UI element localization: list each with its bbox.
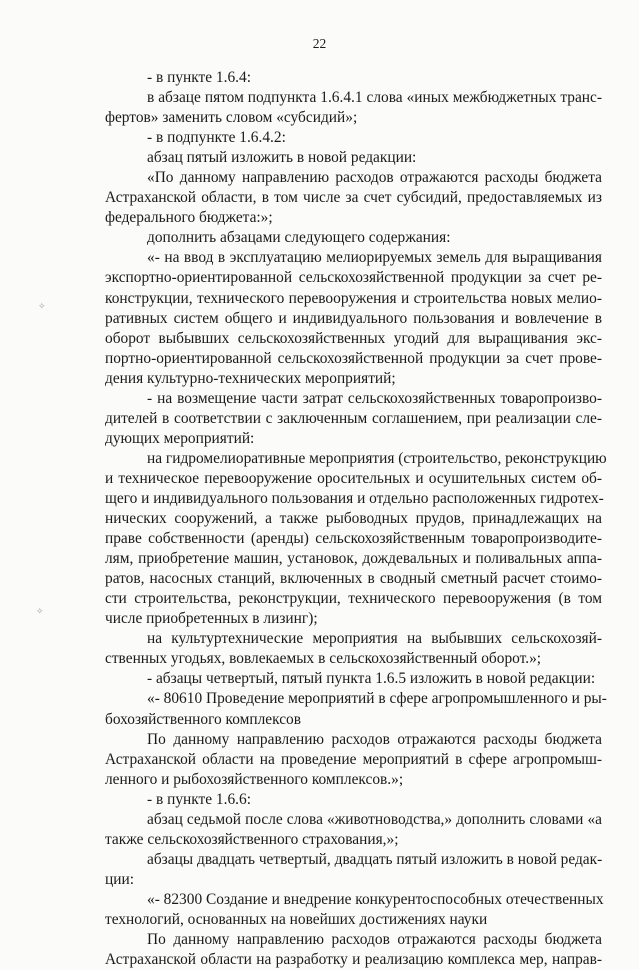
- text-line: фертов» заменить словом «субсидий»;: [105, 109, 358, 127]
- text-line: технологий, основанных на новейших достижениях науки: [105, 910, 488, 928]
- text-line: - в пункте 1.6.6:: [147, 790, 251, 808]
- text-line: абзац пятый изложить в новой редакции:: [147, 149, 417, 167]
- text-line: По данному направлению расходов отражаются расходы бюджета: [147, 931, 602, 949]
- text-line: числе приобретенных в лизинг);: [105, 610, 318, 628]
- text-line: сти строительства, реконструкции, технического перевооружения (в том: [105, 590, 602, 608]
- text-line: лям, приобретение машин, установок, дождевальных и поливальных аппа-: [105, 550, 602, 568]
- scan-artifact-mark: ✧: [38, 301, 46, 311]
- document-body: [105, 68, 607, 970]
- text-line: бохозяйственного комплексов: [105, 710, 302, 728]
- text-line: Астраханской области, в том числе за счет субсидий, предоставляемых из: [105, 189, 602, 207]
- text-line: нических сооружений, а также рыбоводных прудов, принадлежащих на: [105, 510, 602, 528]
- text-line: Астраханской области на разработку и реализацию комплекса мер, направ-: [105, 951, 602, 969]
- text-line: «- 82300 Создание и внедрение конкурентоспособных отечественных: [147, 890, 604, 908]
- text-line: «- на ввод в эксплуатацию мелиорируемых земель для выращивания: [147, 249, 602, 267]
- text-line: - в пункте 1.6.4:: [147, 69, 251, 86]
- text-line: Астраханской области на проведение мероприятий в сфере агропромыш-: [105, 750, 602, 768]
- text-line: в абзаце пятом подпункта 1.6.4.1 слова «иных межбюджетных транс-: [147, 89, 602, 107]
- text-line: абзац седьмой после слова «животноводства,» дополнить словами «а: [147, 810, 602, 828]
- page-number: 22: [312, 36, 327, 51]
- text-line: ративных систем общего и индивидуального пользования и вовлечение в: [105, 309, 602, 327]
- text-line: абзацы двадцать четвертый, двадцать пятый изложить в новой редак-: [147, 850, 603, 868]
- text-line: - в подпункте 1.6.4.2:: [147, 129, 286, 147]
- text-line: также сельскохозяйственного страхования,»;: [105, 830, 399, 848]
- text-line: и техническое перевооружение оросительных и осушительных систем об-: [105, 469, 602, 487]
- text-line: оборот выбывших сельскохозяйственных угодий для выращивания экс-: [105, 329, 602, 347]
- text-line: конструкции, технического перевооружения и строительства новых мелио-: [105, 289, 602, 307]
- text-line: на гидромелиоративные мероприятия (строительство, реконструкцию: [147, 449, 607, 467]
- text-line: ственных угодьях, вовлекаемых в сельскохозяйственный оборот.»;: [105, 650, 542, 668]
- text-line: праве собственности (аренды) сельскохозяйственным товаропроизводите-: [105, 530, 602, 548]
- text-line: щего и индивидуального пользования и отдельно расположенных гидротех-: [105, 489, 604, 507]
- text-line: «- 80610 Проведение мероприятий в сфере агропромышленного и ры-: [147, 690, 607, 708]
- text-line: «По данному направлению расходов отражаются расходы бюджета: [147, 169, 602, 187]
- scan-artifact-mark: ✧: [36, 606, 44, 616]
- text-line: По данному направлению расходов отражаются расходы бюджета: [147, 730, 602, 748]
- text-line: - на возмещение части затрат сельскохозяйственных товаропроизво-: [147, 389, 602, 407]
- text-line: федерального бюджета:»;: [105, 209, 273, 227]
- text-line: дения культурно-технических мероприятий;: [105, 369, 396, 387]
- text-line: дующих мероприятий:: [105, 429, 255, 447]
- text-line: ратов, насосных станций, включенных в сводный сметный расчет стоимо-: [105, 570, 602, 588]
- text-line: дополнить абзацами следующего содержания:: [147, 229, 451, 247]
- text-line: ции:: [105, 870, 134, 888]
- text-line: дителей в соответствии с заключенным соглашением, при реализации сле-: [105, 409, 602, 427]
- text-line: экспортно-ориентированной сельскохозяйственной продукции за счет ре-: [105, 269, 602, 287]
- text-line: ленного и рыбохозяйственного комплексов.»;: [105, 770, 404, 788]
- text-line: на культуртехнические мероприятия на выбывших сельскохозяй-: [147, 630, 602, 648]
- text-line: портно-ориентированной сельскохозяйственной продукции за счет прове-: [105, 349, 602, 367]
- text-line: - абзацы четвертый, пятый пункта 1.6.5 изложить в новой редакции:: [147, 670, 596, 688]
